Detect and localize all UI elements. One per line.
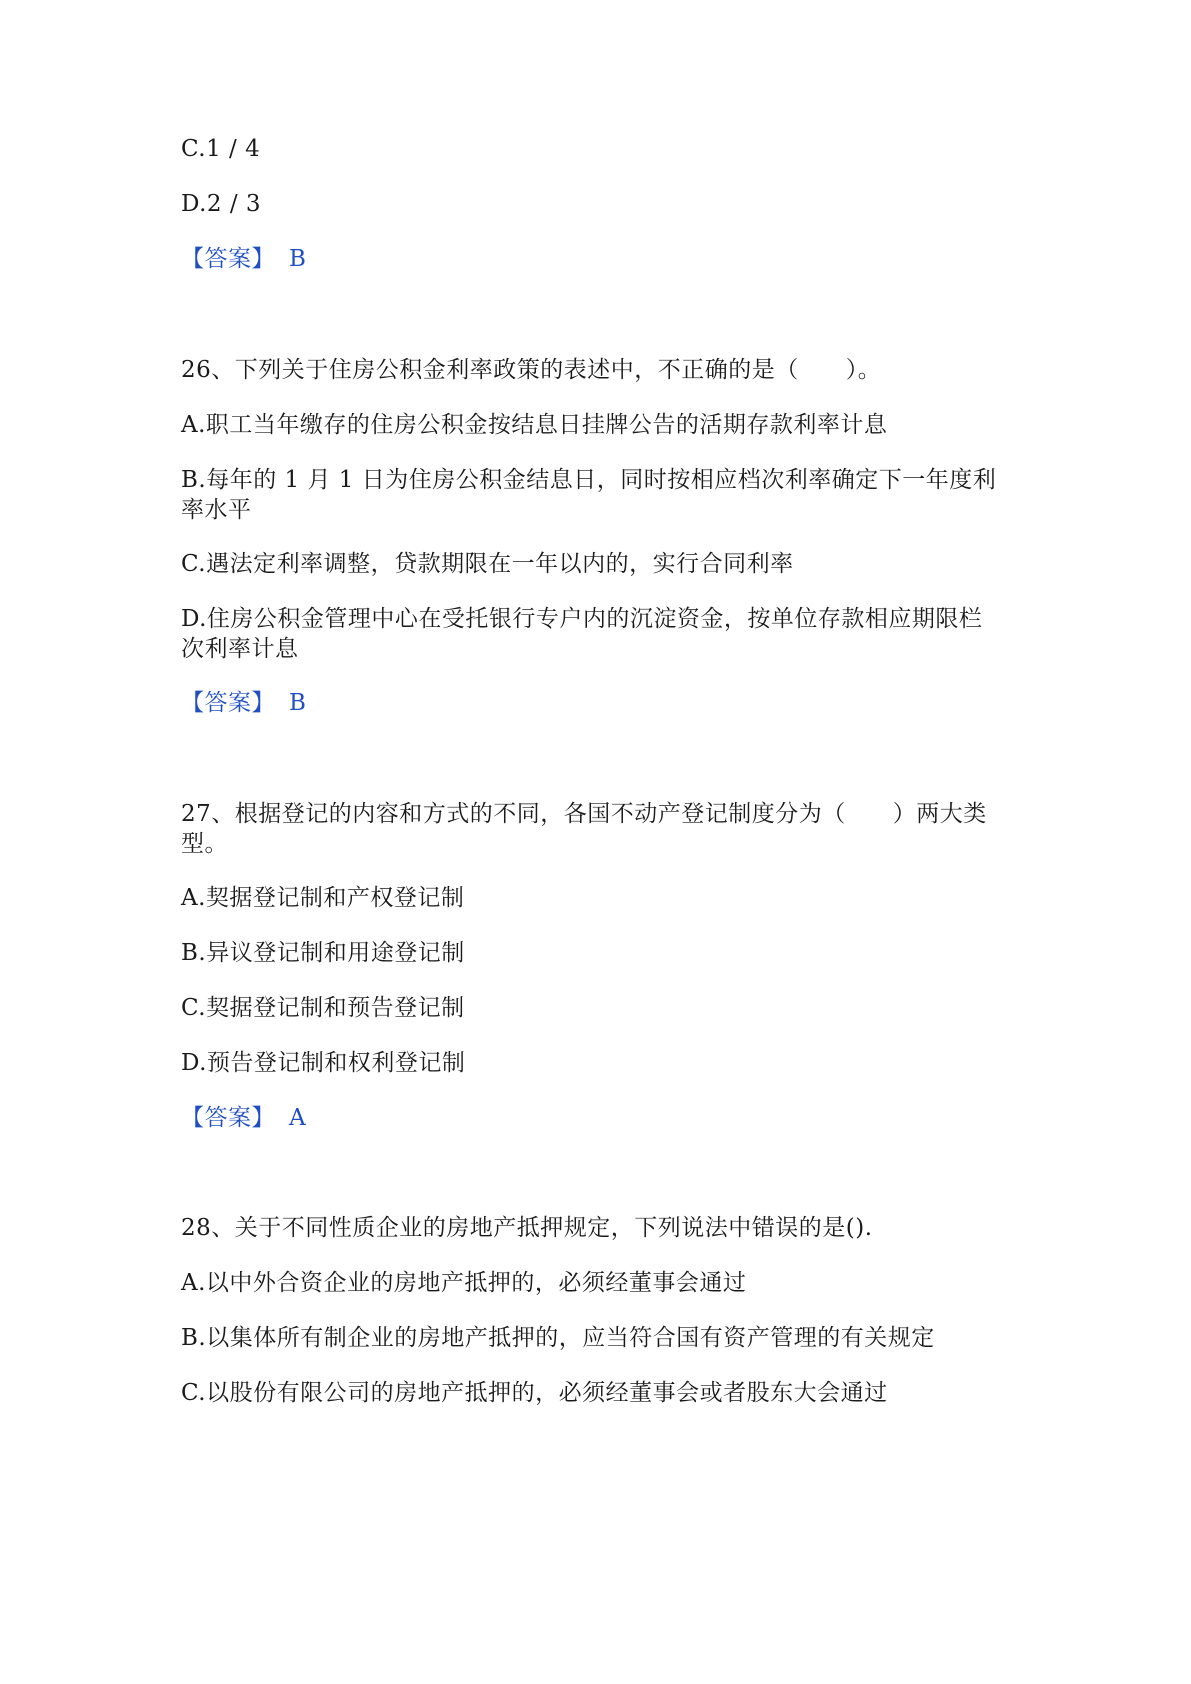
answer-value: B [289, 246, 307, 272]
q27-answer [181, 1102, 1011, 1134]
q26-option-a: A.职工当年缴存的住房公积金按结息日挂牌公告的活期存款利率计息 [181, 412, 888, 438]
q28-option-b: B.以集体所有制企业的房地产抵押的，应当符合国有资产管理的有关规定 [181, 1325, 935, 1351]
answer-value: B [289, 690, 307, 716]
q26-option-d-line2: 次利率计息 [181, 636, 299, 662]
q25-option-c: C.1 / 4 [181, 136, 261, 162]
q28-option-a: A.以中外合资企业的房地产抵押的，必须经董事会通过 [181, 1270, 747, 1296]
answer-value: A [289, 1105, 307, 1131]
q27-option-d: D.预告登记制和权利登记制 [181, 1050, 466, 1076]
q26-option-b-line2: 率水平 [181, 497, 252, 523]
q27-option-c: C.契据登记制和预告登记制 [181, 995, 465, 1021]
q25-option-d: D.2 / 3 [181, 191, 262, 217]
q27-question-line2: 型。 [181, 831, 228, 857]
q26-option-b-line1: B.每年的 1 月 1 日为住房公积金结息日，同时按相应档次利率确定下一年度利 [181, 467, 997, 493]
q26-answer [181, 687, 1011, 719]
q26-option-c: C.遇法定利率调整，贷款期限在一年以内的，实行合同利率 [181, 551, 794, 577]
q27-question-line1: 27、根据登记的内容和方式的不同，各国不动产登记制度分为（ ）两大类 [181, 801, 987, 827]
q27-option-b: B.异议登记制和用途登记制 [181, 940, 465, 966]
q28-option-c: C.以股份有限公司的房地产抵押的，必须经董事会或者股东大会通过 [181, 1380, 888, 1406]
answer-label: 【答案】 [181, 690, 275, 716]
answer-label: 【答案】 [181, 246, 275, 272]
q26-option-d-line1: D.住房公积金管理中心在受托银行专户内的沉淀资金，按单位存款相应期限栏 [181, 606, 983, 632]
q26-question: 26、下列关于住房公积金利率政策的表述中，不正确的是（ ）。 [181, 357, 882, 383]
q25-answer [181, 243, 1011, 275]
q28-question: 28、关于不同性质企业的房地产抵押规定，下列说法中错误的是(). [181, 1215, 873, 1241]
answer-label: 【答案】 [181, 1105, 275, 1131]
q27-option-a: A.契据登记制和产权登记制 [181, 885, 465, 911]
